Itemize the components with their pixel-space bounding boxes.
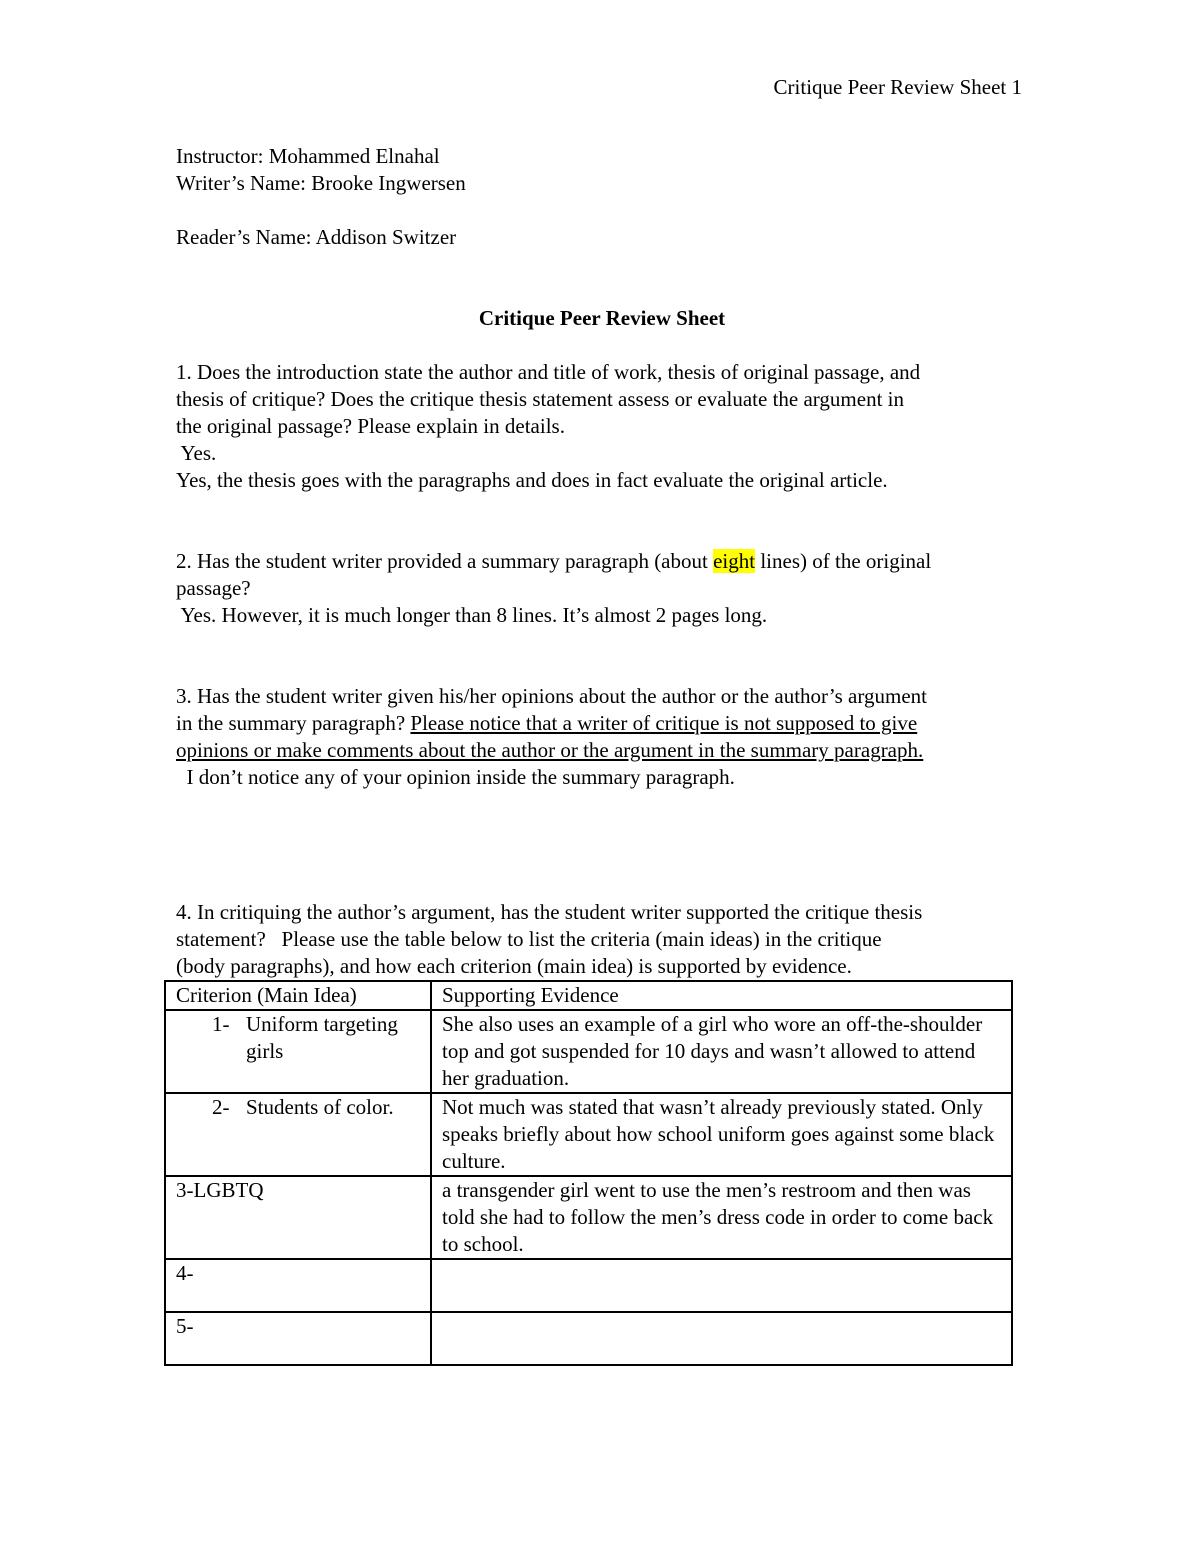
question-1 <box>176 359 1028 494</box>
question-4 <box>176 899 1028 980</box>
q2-line-1-pre: 2. Has the student writer provided a summary paragraph (about <box>176 549 714 573</box>
criterion-cell: 3-LGBTQ <box>165 1176 431 1259</box>
table-header-row <box>165 981 1012 1010</box>
q2-line-2: passage? <box>176 576 251 600</box>
evidence-cell <box>431 1312 1012 1365</box>
q3-line-1: 3. Has the student writer given his/her opinions about the author or the author’s argument <box>176 684 927 708</box>
q1-line-2: thesis of critique? Does the critique thesis statement assess or evaluate the argument in <box>176 387 904 411</box>
q3-note-underlined-2: opinions or make comments about the author or the argument in the summary paragraph. <box>176 738 924 762</box>
reader-name-line: Reader’s Name: Addison Switzer <box>176 225 457 249</box>
q4-line-1: 4. In critiquing the author’s argument, has the student writer supported the critique thesis <box>176 900 923 924</box>
header-criterion: Criterion (Main Idea) <box>165 981 431 1010</box>
q2-line-1 <box>176 548 1028 575</box>
q3-line-2 <box>176 710 1028 737</box>
q1-answer-1: Yes. <box>176 441 217 465</box>
q1-answer-2: Yes, the thesis goes with the paragraphs and does in fact evaluate the original article. <box>176 468 888 492</box>
criteria-table <box>164 980 1013 1366</box>
document-title: Critique Peer Review Sheet <box>478 306 726 330</box>
header-evidence: Supporting Evidence <box>431 981 1012 1010</box>
evidence-cell: She also uses an example of a girl who wore an off-the-shoulder top and got suspended for 10 days and wasn’t allowed to attend her graduation. <box>431 1010 1012 1093</box>
criterion-cell <box>165 1093 431 1176</box>
evidence-cell: Not much was stated that wasn’t already previously stated. Only speaks briefly about how school uniform goes against some black culture. <box>431 1093 1012 1176</box>
criterion-text: Students of color. <box>246 1095 394 1119</box>
q1-line-3: the original passage? Please explain in details. <box>176 414 565 438</box>
q2-line-1-post: lines) of the original <box>755 549 932 573</box>
q3-line-3 <box>176 737 1028 764</box>
q3-line-2-pre: in the summary paragraph? <box>176 711 411 735</box>
criterion-cell: 4- <box>165 1259 431 1312</box>
criterion-cell <box>165 1010 431 1093</box>
q3-answer: I don’t notice any of your opinion inside the summary paragraph. <box>176 765 735 789</box>
q3-note-underlined-1: Please notice that a writer of critique is not supposed to give <box>410 711 918 735</box>
q4-line-2: statement? Please use the table below to list the criteria (main ideas) in the critique <box>176 927 882 951</box>
evidence-cell <box>431 1259 1012 1312</box>
running-header: Critique Peer Review Sheet 1 <box>773 75 1022 99</box>
question-2 <box>176 548 1028 629</box>
criterion-number: 1- <box>212 1012 230 1036</box>
q2-answer: Yes. However, it is much longer than 8 lines. It’s almost 2 pages long. <box>176 603 768 627</box>
evidence-cell: a transgender girl went to use the men’s restroom and then was told she had to follow the men’s dress code in order to come back to school. <box>431 1176 1012 1259</box>
q2-highlight: eight <box>713 549 756 573</box>
document-body <box>176 143 1028 980</box>
criterion-number: 2- <box>212 1095 230 1119</box>
table-row <box>165 1093 1012 1176</box>
writer-name-line: Writer’s Name: Brooke Ingwersen <box>176 171 466 195</box>
criterion-text: Uniform targeting girls <box>246 1012 398 1063</box>
table-row <box>165 1176 1012 1259</box>
q1-line-1: 1. Does the introduction state the author and title of work, thesis of original passage, and <box>176 360 921 384</box>
instructor-line: Instructor: Mohammed Elnahal <box>176 144 440 168</box>
table-row <box>165 1259 1012 1312</box>
table-row <box>165 1010 1012 1093</box>
question-3 <box>176 683 1028 791</box>
criterion-cell: 5- <box>165 1312 431 1365</box>
table-row <box>165 1312 1012 1365</box>
q4-line-3: (body paragraphs), and how each criterion (main idea) is supported by evidence. <box>176 954 852 978</box>
